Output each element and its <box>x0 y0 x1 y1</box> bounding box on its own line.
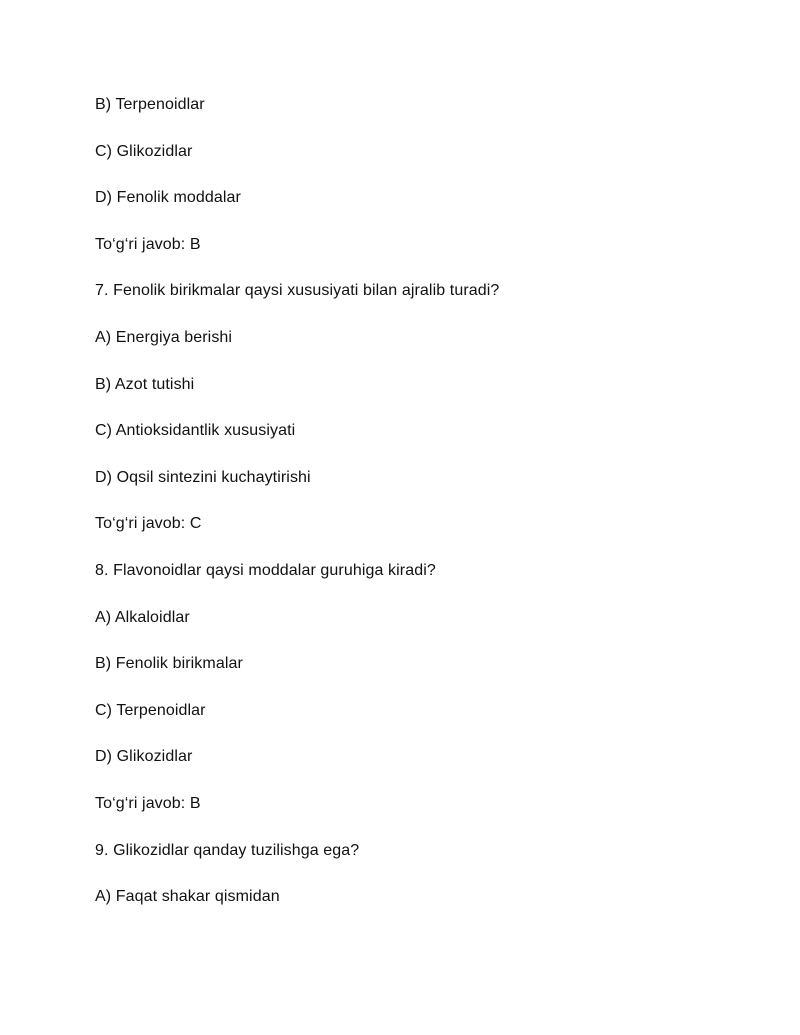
answer-option-b: B) Azot tutishi <box>95 375 195 393</box>
answer-option-b: B) Terpenoidlar <box>95 96 205 113</box>
correct-answer: To‘g‘ri javob: B <box>95 235 201 253</box>
question-8: 8. Flavonoidlar qaysi moddalar guruhiga kiradi? <box>95 561 436 579</box>
answer-option-b: B) Fenolik birikmalar <box>95 655 243 673</box>
answer-option-d: D) Oqsil sintezini kuchaytirishi <box>95 468 311 486</box>
answer-option-c: C) Antioksidantlik xususiyati <box>95 422 296 440</box>
answer-option-c: C) Glikozidlar <box>95 142 193 160</box>
answer-option-c: C) Terpenoidlar <box>95 701 206 719</box>
answer-option-d: D) Fenolik moddalar <box>95 189 241 207</box>
answer-option-a: A) Energiya berishi <box>95 328 233 346</box>
document-body <box>95 92 715 931</box>
question-9: 9. Glikozidlar qanday tuzilishga ega? <box>95 841 360 859</box>
question-7: 7. Fenolik birikmalar qaysi xususiyati bilan ajralib turadi? <box>95 282 500 300</box>
answer-option-a: A) Faqat shakar qismidan <box>95 888 280 906</box>
answer-option-a: A) Alkaloidlar <box>95 608 190 626</box>
answer-option-d: D) Glikozidlar <box>95 748 193 766</box>
correct-answer: To‘g‘ri javob: B <box>95 794 201 812</box>
correct-answer: To‘g‘ri javob: C <box>95 515 202 533</box>
